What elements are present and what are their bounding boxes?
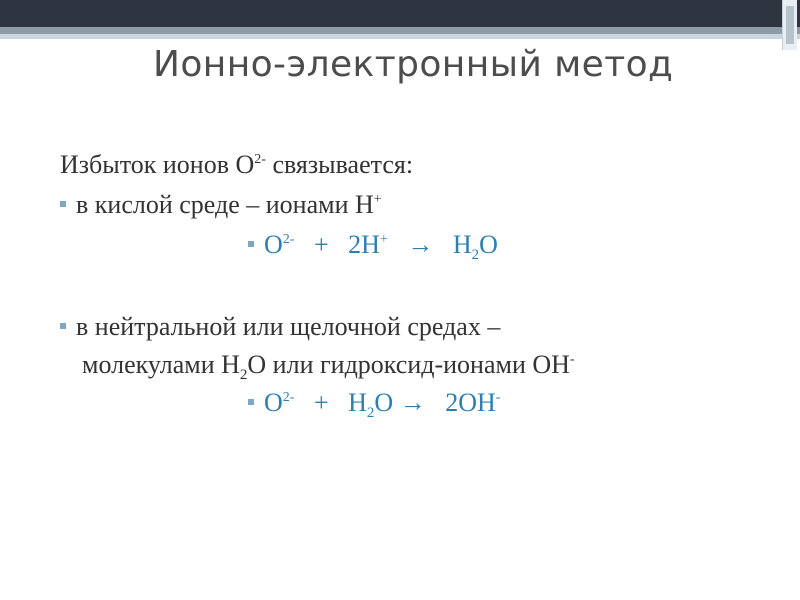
- header-stripe-light: [0, 34, 800, 39]
- slide-title: Ионно-электронный метод: [153, 44, 674, 85]
- acid-equation: $O^{2-}$ + 2H+ → $H_2O$: [248, 230, 800, 264]
- neutral-equation: $O^{2-}$ + $H_2O$ → 2OH-: [248, 388, 800, 422]
- header-bar: [0, 0, 800, 27]
- bullet-icon: [248, 399, 254, 405]
- bullet-icon: [60, 201, 66, 207]
- bullet-icon: [248, 241, 254, 247]
- bullet-icon: [60, 323, 66, 329]
- neutral-bullet-line1: в нейтральной или щелочной средах –: [60, 312, 780, 342]
- neutral-bullet-line2: молекулами $H_2O$ или гидроксид-ионами OH-: [82, 350, 575, 383]
- intro-line: Избыток ионов $O^{2-}$ связывается:: [60, 150, 414, 179]
- acid-bullet: в кислой среде – ионами H+: [60, 190, 780, 220]
- header-stripe: [0, 27, 800, 34]
- slide-tab: [782, 0, 797, 50]
